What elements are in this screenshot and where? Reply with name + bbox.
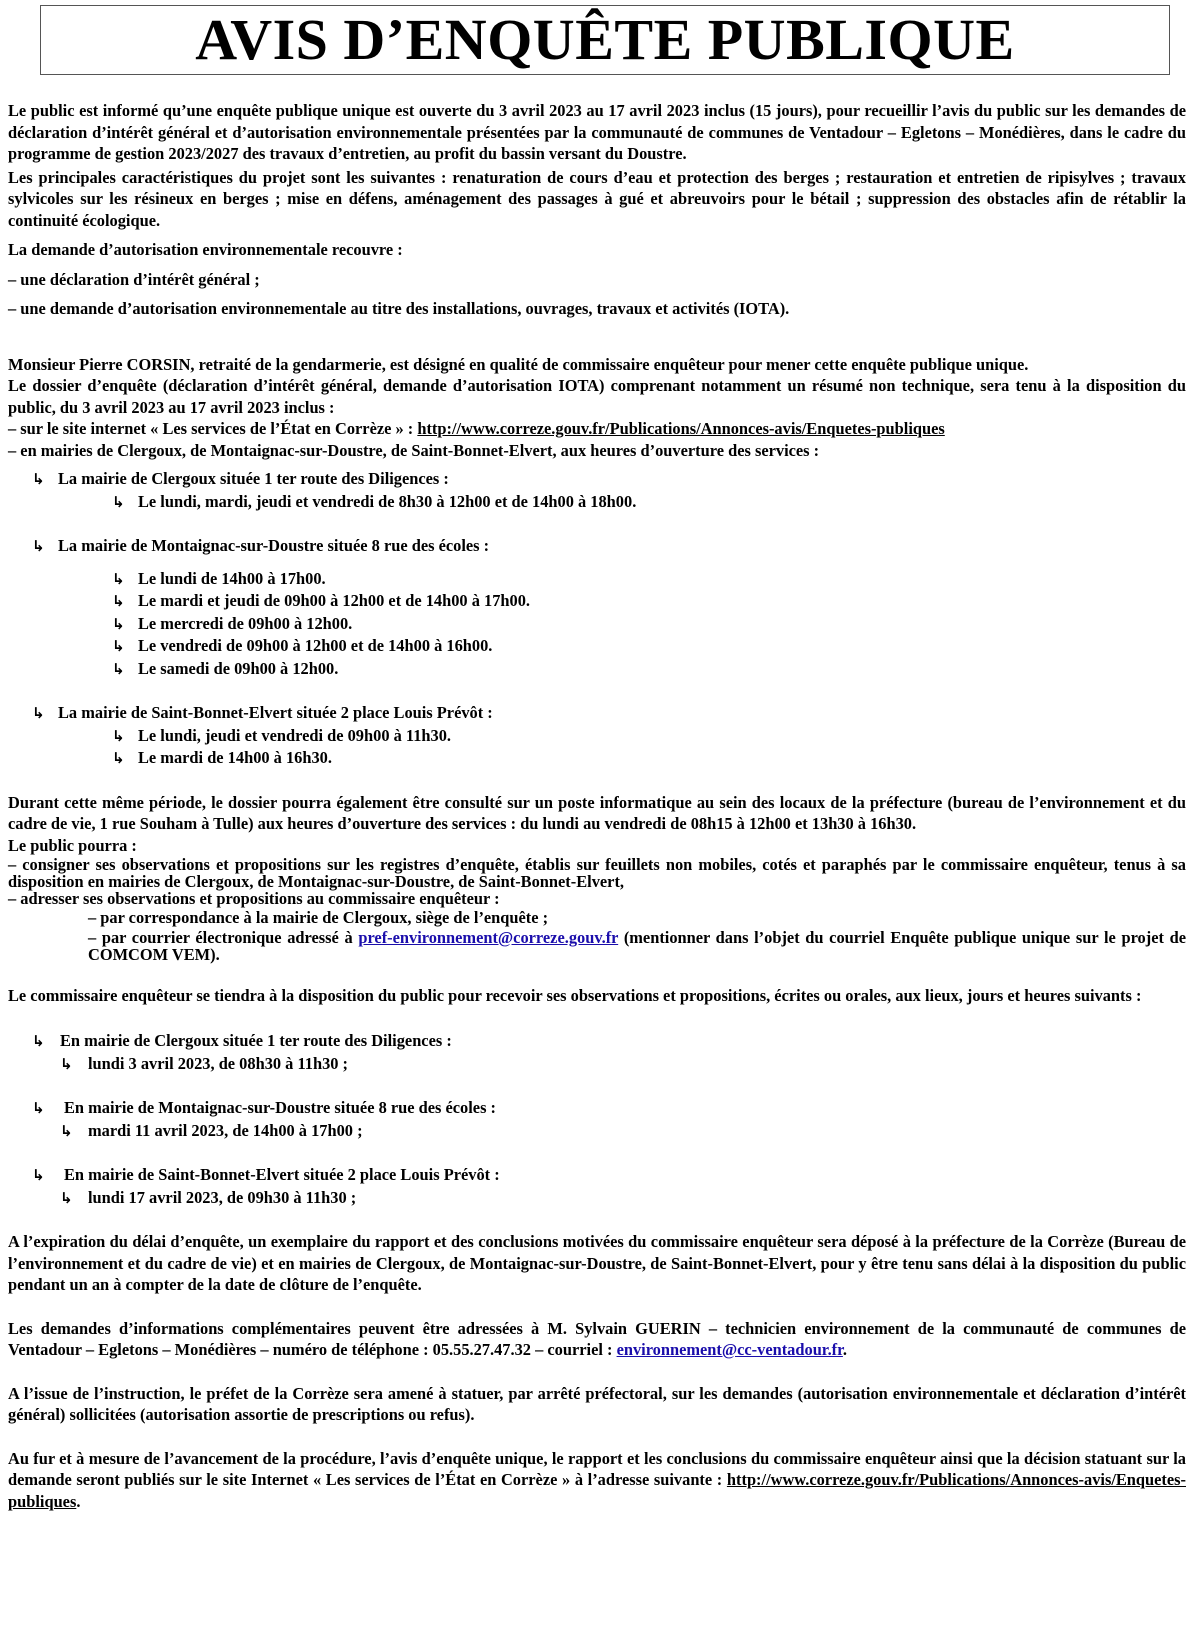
send-item-email	[8, 929, 1186, 963]
arrow-bullet-icon: ↳	[60, 1121, 73, 1140]
send-item-mail: – par correspondance à la mairie de Clergoux, siège de l’enquête ;	[88, 908, 549, 927]
request-item: – une déclaration d’intérêt général ;	[8, 269, 260, 289]
mairie-hours: Le mardi et jeudi de 09h00 à 12h00 et de 14h00 à 17h00.	[138, 591, 531, 610]
contact-email-link[interactable]: environnement@cc-ventadour.fr	[616, 1340, 843, 1359]
mairie-item	[8, 535, 1186, 558]
public-item: – consigner ses observations et propositions sur les registres d’enquête, établis sur feuillets non mobiles, cotés et paraphés par le commissaire enquêteur, tenus à sa disposition en mairies de Clergoux, de Montaignac-sur-Doustre, de Saint-Bonnet-Elvert,	[8, 855, 1186, 891]
mairie-hours-item	[8, 635, 1186, 658]
commissioner-paragraph: Monsieur Pierre CORSIN, retraité de la gendarmerie, est désigné en qualité de commissaire enquêteur pour mener cette enquête publique unique.	[8, 354, 1029, 374]
permanence-place: En mairie de Saint-Bonnet-Elvert située 2 place Louis Prévôt :	[64, 1165, 500, 1184]
permanences-intro: Le commissaire enquêteur se tiendra à la disposition du public pour recevoir ses observations et propositions, écrites ou orales, aux lieux, jours et heures suivants :	[8, 985, 1142, 1005]
characteristics-paragraph: Les principales caractéristiques du projet sont les suivantes : renaturation de cours d’eau et protection des berges ; restauration et entretien de ripisylves ; travaux sylvicoles sur les résineux en berges ; mise en défens, aménagement des passages à gué et abreuvoirs pour le bétail ; suppression des obstacles afin de rétablir la continuité écologique.	[8, 167, 1186, 230]
arrow-bullet-icon: ↳	[60, 1054, 73, 1073]
permanence-item	[8, 1097, 1186, 1120]
mairie-hours: Le samedi de 09h00 à 12h00.	[138, 658, 339, 678]
intro-paragraph: Le public est informé qu’une enquête publique unique est ouverte du 3 avril 2023 au 17 avril 2023 inclus (15 jours), pour recueillir l’avis du public sur les demandes de déclaration d’intérêt général et d’autorisation environnementale présentées par la communauté de communes de Ventadour – Egletons – Monédières, dans le cadre du programme de gestion 2023/2027 des travaux d’entretien, au profit du bassin versant du Doustre.	[8, 101, 1186, 163]
dossier-paragraph: Le dossier d’enquête (déclaration d’intérêt général, demande d’autorisation IOTA) comprenant notamment un résumé non technique, sera tenu à la disposition du public, du 3 avril 2023 au 17 avril 2023 inclus :	[8, 376, 1186, 417]
permanence-place: En mairie de Montaignac-sur-Doustre située 8 rue des écoles :	[64, 1098, 497, 1117]
expiration-paragraph: A l’expiration du délai d’enquête, un exemplaire du rapport et des conclusions motivées du commissaire enquêteur sera déposé à la préfecture de la Corrèze (Bureau de l’environnement et du cadre de vie) et en mairies de Clergoux, de Montaignac-sur-Doustre, de Saint-Bonnet-Elvert, pour y être tenu sans délai à la disposition du public pendant un an à compter de la date de clôture de l’enquête.	[8, 1232, 1186, 1294]
arrow-bullet-icon: ↳	[112, 569, 125, 588]
prefecture-email-link[interactable]: pref-environnement@correze.gouv.fr	[358, 927, 619, 947]
email-prefix: – par courrier électronique adressé à	[88, 927, 359, 947]
email-suffix: (mentionner dans l’objet du courriel Enquête publique unique sur le projet de COMCOM VEM).	[88, 927, 1186, 964]
arrow-bullet-icon: ↳	[112, 592, 125, 610]
request-item: – une demande d’autorisation environnementale au titre des installations, ouvrages, travaux et activités (IOTA).	[8, 299, 790, 318]
mairies-intro: – en mairies de Clergoux, de Montaignac-sur-Doustre, de Saint-Bonnet-Elvert, aux heures d’ouverture des services :	[8, 440, 820, 460]
permanence-date-item	[8, 1053, 1186, 1076]
mairie-name: La mairie de Clergoux située 1 ter route des Diligences :	[58, 469, 449, 488]
arrow-bullet-icon: ↳	[32, 1099, 45, 1117]
publication-paragraph	[8, 1448, 1186, 1513]
mairie-hours: Le mardi de 14h00 à 16h30.	[138, 748, 332, 767]
site-line	[8, 418, 1186, 440]
title-box	[40, 5, 1170, 75]
arrow-bullet-icon: ↳	[32, 704, 45, 722]
mairie-hours-item	[8, 725, 1186, 748]
public-intro: Le public pourra :	[8, 835, 137, 855]
permanence-item	[8, 1030, 1186, 1053]
contact-text: Les demandes d’informations complémentaires peuvent être adressées à M. Sylvain GUERIN – technicien environnement de la communauté de communes de Ventadour – Egletons – Monédières – numéro de téléphone : 05.55.27.47.32 – courriel :	[8, 1318, 1186, 1359]
public-item: – adresser ses observations et propositions au commissaire enquêteur :	[8, 889, 500, 908]
mairie-hours: Le mercredi de 09h00 à 12h00.	[138, 613, 353, 633]
request-intro: La demande d’autorisation environnementale recouvre :	[8, 240, 403, 259]
arrow-bullet-icon: ↳	[32, 1166, 45, 1184]
mairie-hours: Le lundi, mardi, jeudi et vendredi de 8h30 à 12h00 et de 14h00 à 18h00.	[138, 491, 637, 511]
prefecture-paragraph: Durant cette même période, le dossier pourra également être consulté sur un poste informatique au sein des locaux de la préfecture (bureau de l’environnement et du cadre de vie, 1 rue Souham à Tulle) aux heures d’ouverture des services : du lundi au vendredi de 08h15 à 12h00 et 13h30 à 16h30.	[8, 792, 1186, 833]
arrow-bullet-icon: ↳	[112, 614, 125, 633]
notice-content	[8, 100, 1186, 1512]
page-title: AVIS D’ENQUÊTE PUBLIQUE	[195, 7, 1015, 72]
arrow-bullet-icon: ↳	[32, 1032, 45, 1050]
arrow-bullet-icon: ↳	[112, 492, 125, 511]
mairie-item	[8, 468, 1186, 491]
mairie-name: La mairie de Montaignac-sur-Doustre située 8 rue des écoles :	[58, 536, 490, 555]
mairie-hours: Le lundi, jeudi et vendredi de 09h00 à 11h30.	[138, 725, 451, 745]
permanence-date-item	[8, 1120, 1186, 1143]
arrow-bullet-icon: ↳	[112, 637, 125, 655]
permanence-date-item	[8, 1187, 1186, 1210]
contact-paragraph	[8, 1318, 1186, 1361]
arrow-bullet-icon: ↳	[32, 537, 45, 555]
mairie-hours-item	[8, 590, 1186, 613]
permanence-date: mardi 11 avril 2023, de 14h00 à 17h00 ;	[88, 1120, 363, 1140]
mairie-hours-item	[8, 491, 1186, 514]
arrow-bullet-icon: ↳	[112, 726, 125, 745]
instruction-paragraph: A l’issue de l’instruction, le préfet de la Corrèze sera amené à statuer, par arrêté préfectoral, sur les demandes (autorisation environnementale et déclaration d’intérêt général) sollicitées (autorisation assortie de prescriptions ou refus).	[8, 1383, 1186, 1424]
arrow-bullet-icon: ↳	[112, 659, 125, 678]
permanence-place: En mairie de Clergoux située 1 ter route des Diligences :	[60, 1031, 452, 1050]
mairie-hours: Le vendredi de 09h00 à 12h00 et de 14h00 à 16h00.	[138, 636, 493, 655]
mairie-item	[8, 702, 1186, 725]
arrow-bullet-icon: ↳	[60, 1188, 73, 1207]
permanence-date: lundi 17 avril 2023, de 09h30 à 11h30 ;	[88, 1187, 357, 1207]
mairie-hours-item	[8, 747, 1186, 770]
arrow-bullet-icon: ↳	[112, 749, 125, 767]
mairie-hours-item	[8, 568, 1186, 591]
mairie-hours-item	[8, 613, 1186, 636]
publication-text: Au fur et à mesure de l’avancement de la procédure, l’avis d’enquête unique, le rapport et les conclusions du commissaire enquêteur ainsi que la décision statuant sur la demande seront publiés sur le site Internet « Les services de l’État en Corrèze » à l’adresse suivante :	[8, 1448, 1186, 1489]
site-prefix: – sur le site internet « Les services de l’État en Corrèze » :	[8, 419, 418, 438]
mairie-hours: Le lundi de 14h00 à 17h00.	[138, 568, 326, 588]
mairie-hours-item	[8, 658, 1186, 681]
permanence-date: lundi 3 avril 2023, de 08h30 à 11h30 ;	[88, 1053, 349, 1073]
publication-link[interactable]: http://www.correze.gouv.fr/Publications/Annonces-avis/Enquetes-publiques	[8, 1470, 1186, 1511]
permanence-item	[8, 1164, 1186, 1187]
mairie-name: La mairie de Saint-Bonnet-Elvert située 2 place Louis Prévôt :	[58, 703, 493, 722]
publication-suffix: .	[76, 1491, 81, 1511]
contact-suffix: .	[842, 1340, 848, 1359]
site-link[interactable]: http://www.correze.gouv.fr/Publications/Annonces-avis/Enquetes-publiques	[417, 419, 945, 438]
arrow-bullet-icon: ↳	[32, 470, 45, 488]
